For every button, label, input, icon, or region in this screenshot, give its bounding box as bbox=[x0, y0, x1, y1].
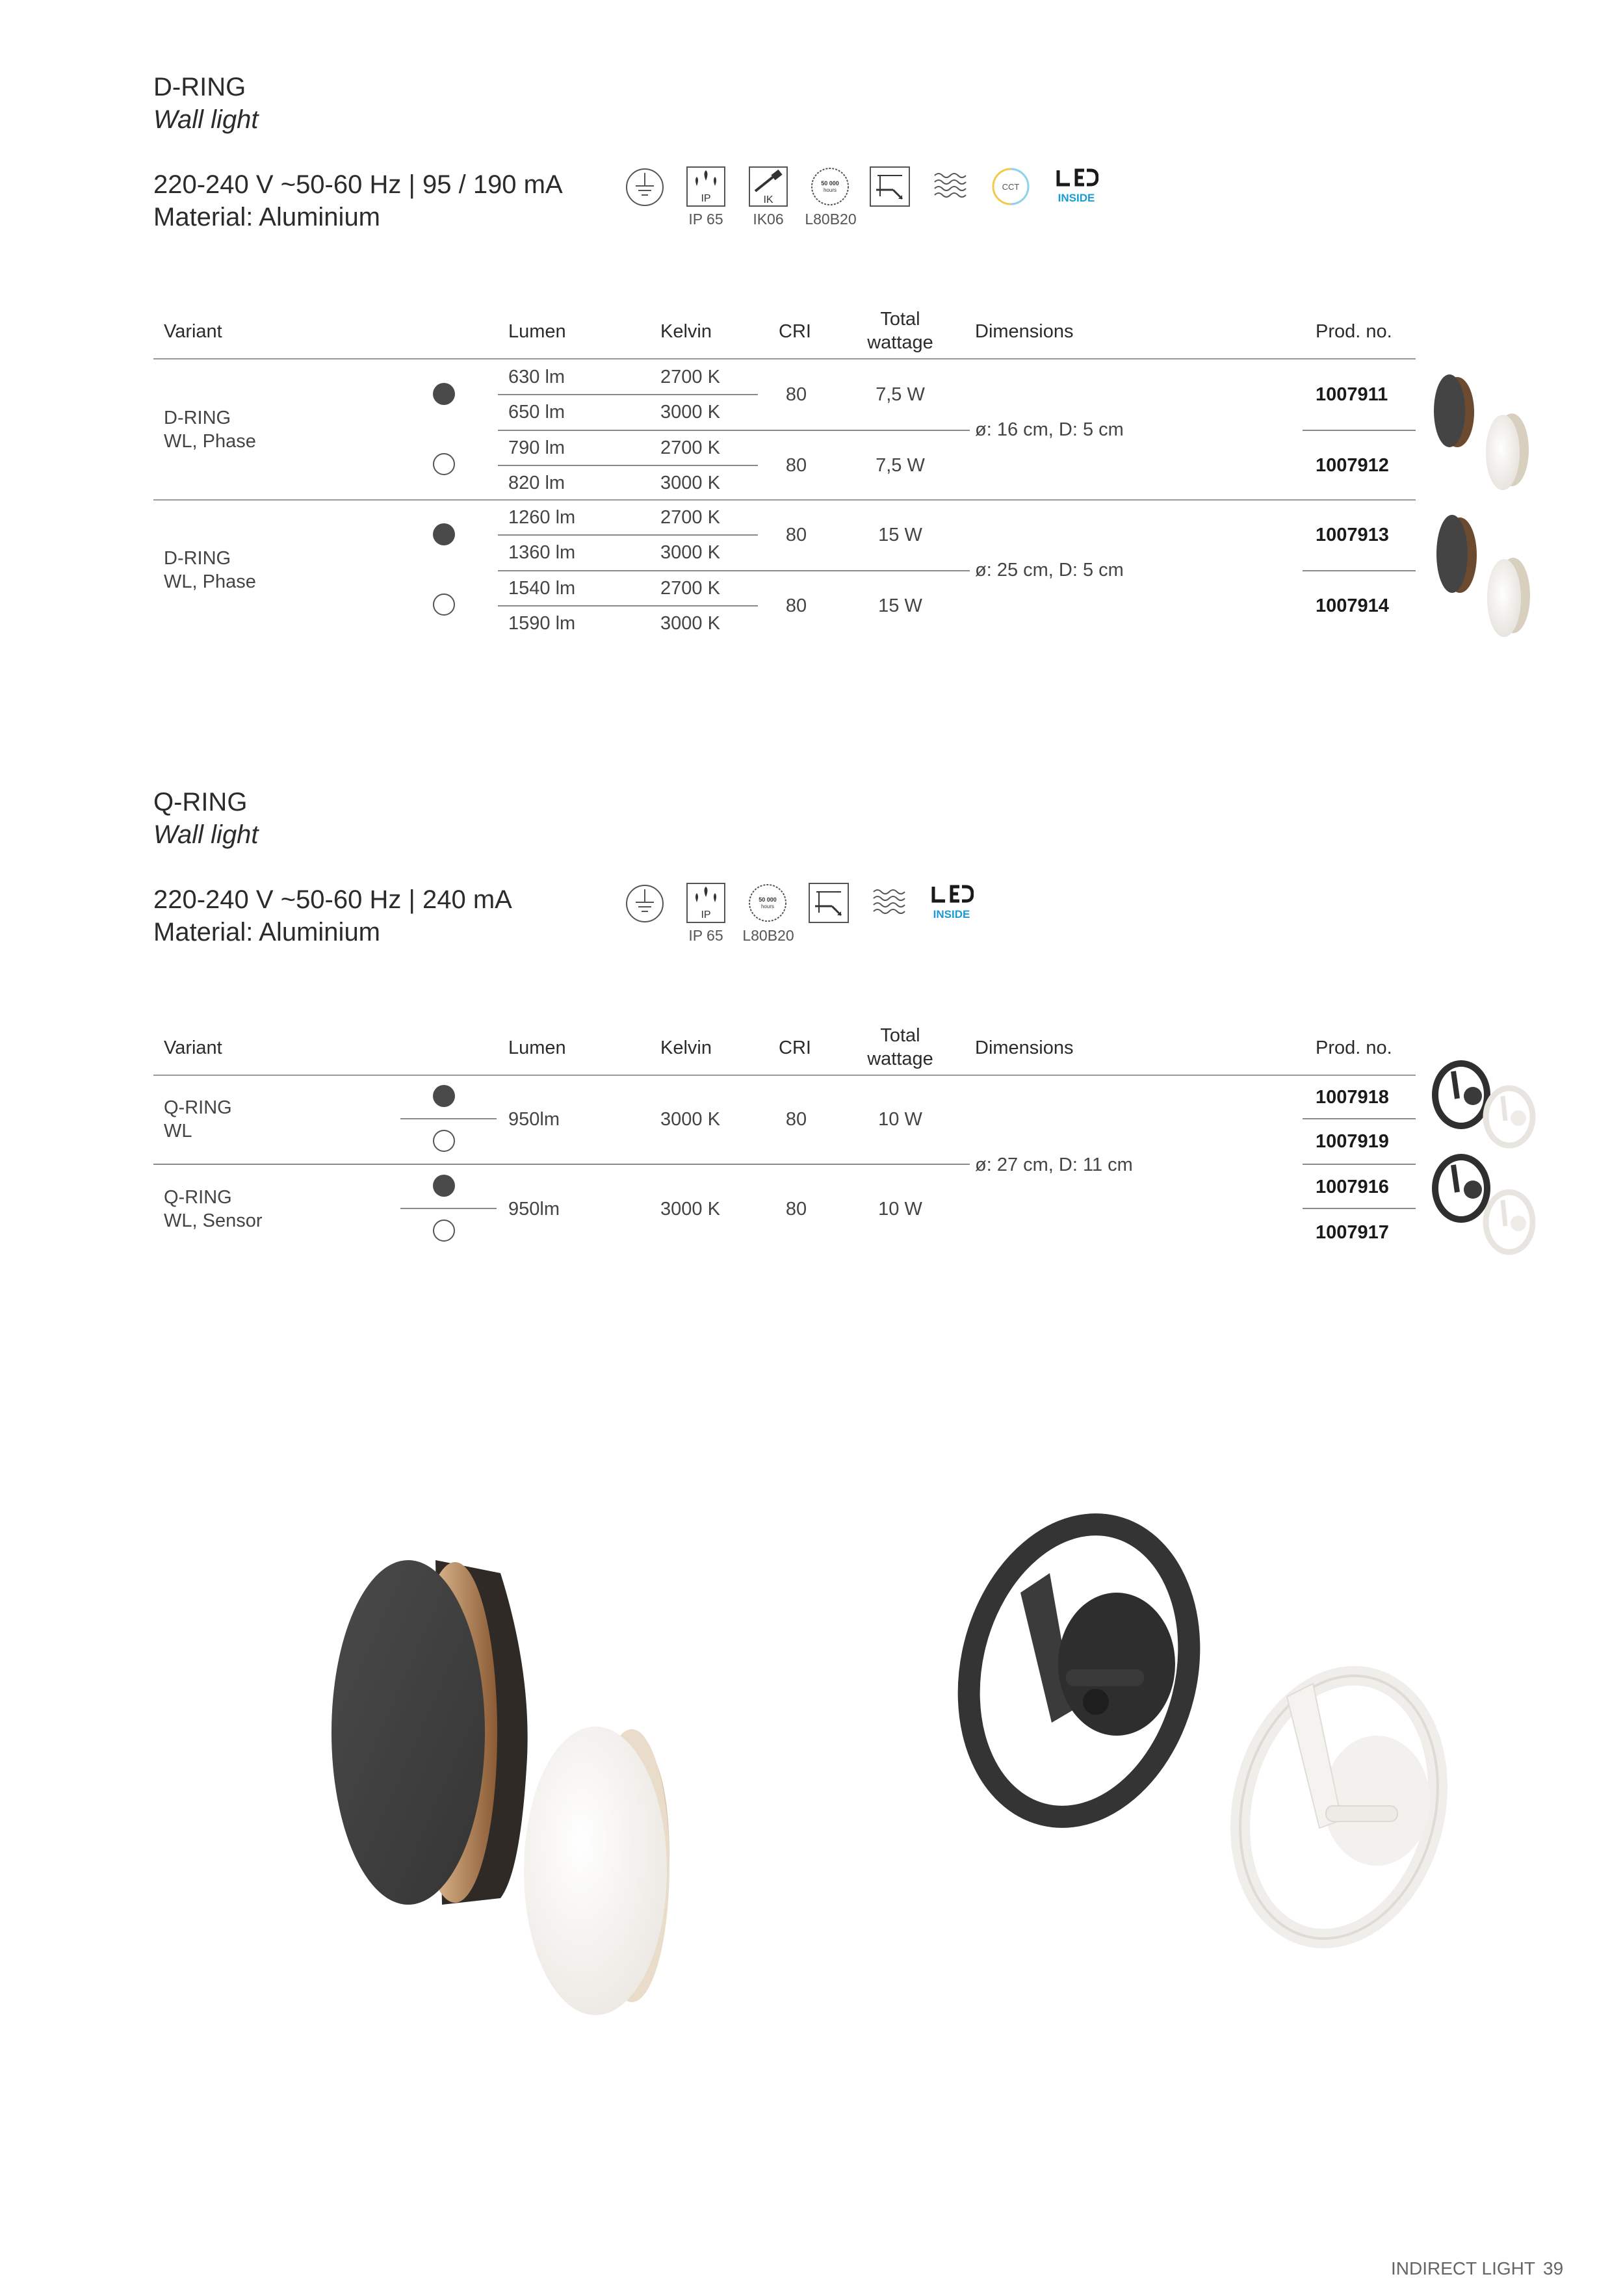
d-ring-title: D-RING bbox=[153, 73, 246, 101]
ip-icon bbox=[686, 166, 725, 210]
prod-no: 1007912 bbox=[1316, 455, 1389, 476]
variant-name: D-RING bbox=[164, 408, 231, 428]
kelvin-value: 2700 K bbox=[660, 437, 720, 458]
variant-type: WL, Phase bbox=[164, 431, 256, 452]
protection-class-icon bbox=[624, 883, 666, 928]
prod-no: 1007917 bbox=[1316, 1222, 1389, 1243]
col-header-variant: Variant bbox=[164, 1037, 222, 1058]
color-swatch-white bbox=[433, 453, 455, 475]
prod-no: 1007919 bbox=[1316, 1131, 1389, 1152]
col-header-cri: CRI bbox=[779, 1037, 811, 1058]
variant-name: Q-RING bbox=[164, 1187, 232, 1208]
lumen-value: 1360 lm bbox=[508, 542, 576, 563]
led-inside-icon bbox=[928, 883, 974, 926]
ip-label: IP 65 bbox=[688, 927, 723, 944]
col-header-prod-no: Prod. no. bbox=[1316, 321, 1392, 342]
color-swatch-dark bbox=[433, 383, 455, 405]
kelvin-value: 3000 K bbox=[660, 473, 720, 493]
col-header-kelvin: Kelvin bbox=[660, 1037, 712, 1058]
dimensions-value: ø: 25 cm, D: 5 cm bbox=[975, 560, 1124, 581]
wattage-value: 15 W bbox=[878, 595, 922, 616]
kelvin-value: 2700 K bbox=[660, 507, 720, 528]
wattage-value: 10 W bbox=[878, 1199, 922, 1220]
color-swatch-dark bbox=[433, 1085, 455, 1107]
ip-icon-text: IP bbox=[701, 193, 711, 204]
variant-type: WL, Phase bbox=[164, 571, 256, 592]
cri-value: 80 bbox=[785, 455, 807, 476]
row-rule bbox=[1303, 570, 1416, 571]
dimming-wave-icon bbox=[872, 887, 909, 919]
kelvin-value: 3000 K bbox=[660, 613, 720, 634]
d-ring-small-thumbnail bbox=[1423, 373, 1540, 500]
variant-type: WL bbox=[164, 1121, 192, 1141]
page-number: 39 bbox=[1543, 2258, 1564, 2278]
prod-no: 1007914 bbox=[1316, 595, 1389, 616]
ik-label: IK06 bbox=[753, 211, 784, 228]
sub-row-rule bbox=[498, 534, 758, 536]
dimming-wave-icon bbox=[933, 170, 970, 202]
lifetime-hours-icon bbox=[747, 883, 788, 926]
footer-section: INDIRECT LIGHT bbox=[1391, 2258, 1535, 2278]
cri-value: 80 bbox=[785, 1199, 807, 1220]
row-rule bbox=[1303, 1208, 1416, 1209]
prod-no: 1007913 bbox=[1316, 525, 1389, 545]
lumen-value: 1260 lm bbox=[508, 507, 576, 528]
color-swatch-white bbox=[433, 1220, 455, 1242]
kelvin-value: 3000 K bbox=[660, 402, 720, 423]
cri-value: 80 bbox=[785, 525, 807, 545]
q-ring-subtitle: Wall light bbox=[153, 820, 259, 849]
row-rule bbox=[153, 1164, 970, 1165]
lumen-value: 820 lm bbox=[508, 473, 565, 493]
prod-no: 1007916 bbox=[1316, 1177, 1389, 1197]
dimensions-value: ø: 27 cm, D: 11 cm bbox=[975, 1155, 1133, 1175]
q-ring-title: Q-RING bbox=[153, 788, 248, 816]
svg-text:50 000: 50 000 bbox=[821, 180, 839, 187]
d-ring-product-photo bbox=[305, 1534, 799, 2057]
sub-row-rule bbox=[498, 465, 758, 466]
lumen-value: 1590 lm bbox=[508, 613, 576, 634]
led-inside-text: INSIDE bbox=[933, 908, 970, 920]
variant-name: D-RING bbox=[164, 548, 231, 569]
col-header-dimensions: Dimensions bbox=[975, 321, 1074, 342]
wattage-value: 7,5 W bbox=[876, 455, 925, 476]
kelvin-value: 3000 K bbox=[660, 1199, 720, 1220]
cct-icon-text: CCT bbox=[1002, 182, 1020, 192]
col-header-dimensions: Dimensions bbox=[975, 1037, 1074, 1058]
sub-row-rule bbox=[400, 1118, 497, 1119]
lumen-value: 950lm bbox=[508, 1199, 560, 1220]
lumen-value: 950lm bbox=[508, 1109, 560, 1130]
col-header-cri: CRI bbox=[779, 321, 811, 342]
led-inside-icon bbox=[1053, 166, 1098, 210]
col-header-wattage-1: Total bbox=[880, 309, 920, 330]
lifetime-label: L80B20 bbox=[805, 211, 857, 228]
q-ring-spec-electrical: 220-240 V ~50-60 Hz | 240 mA bbox=[153, 885, 512, 914]
prod-no: 1007918 bbox=[1316, 1087, 1389, 1108]
lifetime-hours-icon bbox=[810, 166, 850, 210]
d-ring-spec-material: Material: Aluminium bbox=[153, 203, 381, 231]
cri-value: 80 bbox=[785, 384, 807, 405]
installation-icon bbox=[870, 166, 910, 210]
ik-icon-text: IK bbox=[763, 194, 773, 205]
d-ring-subtitle: Wall light bbox=[153, 105, 259, 134]
wattage-value: 10 W bbox=[878, 1109, 922, 1130]
prod-no: 1007911 bbox=[1316, 384, 1388, 405]
row-rule bbox=[498, 570, 970, 571]
kelvin-value: 2700 K bbox=[660, 578, 720, 599]
row-rule bbox=[498, 430, 970, 431]
wattage-value: 7,5 W bbox=[876, 384, 925, 405]
col-header-lumen: Lumen bbox=[508, 321, 566, 342]
col-header-wattage-1: Total bbox=[880, 1025, 920, 1046]
row-rule bbox=[1303, 1164, 1416, 1165]
q-ring-product-photo bbox=[936, 1495, 1495, 2031]
svg-text:50 000: 50 000 bbox=[759, 896, 777, 903]
lumen-value: 630 lm bbox=[508, 367, 565, 387]
lumen-value: 1540 lm bbox=[508, 578, 576, 599]
dimensions-value: ø: 16 cm, D: 5 cm bbox=[975, 419, 1124, 440]
color-swatch-dark bbox=[433, 523, 455, 545]
variant-name: Q-RING bbox=[164, 1097, 232, 1118]
svg-text:hours: hours bbox=[760, 904, 775, 909]
row-rule bbox=[1303, 1118, 1416, 1119]
kelvin-value: 2700 K bbox=[660, 367, 720, 387]
ip-icon bbox=[686, 883, 725, 926]
color-swatch-white bbox=[433, 1130, 455, 1152]
ik-icon bbox=[749, 166, 788, 210]
lumen-value: 790 lm bbox=[508, 437, 565, 458]
cri-value: 80 bbox=[785, 1109, 807, 1130]
d-ring-spec-electrical: 220-240 V ~50-60 Hz | 95 / 190 mA bbox=[153, 170, 563, 199]
sub-row-rule bbox=[498, 394, 758, 395]
kelvin-value: 3000 K bbox=[660, 1109, 720, 1130]
q-ring-spec-material: Material: Aluminium bbox=[153, 918, 381, 946]
row-rule bbox=[1303, 430, 1416, 431]
ip-label: IP 65 bbox=[688, 211, 723, 228]
lumen-value: 650 lm bbox=[508, 402, 565, 423]
svg-text:hours: hours bbox=[823, 187, 837, 193]
color-swatch-dark bbox=[433, 1175, 455, 1197]
installation-icon bbox=[809, 883, 849, 926]
q-ring-thumbnail bbox=[1427, 1060, 1544, 1154]
sub-row-rule bbox=[400, 1208, 497, 1209]
lifetime-label: L80B20 bbox=[742, 927, 794, 944]
col-header-wattage-2: wattage bbox=[867, 332, 933, 353]
col-header-prod-no: Prod. no. bbox=[1316, 1037, 1392, 1058]
kelvin-value: 3000 K bbox=[660, 542, 720, 563]
wattage-value: 15 W bbox=[878, 525, 922, 545]
q-ring-sensor-thumbnail bbox=[1427, 1151, 1544, 1271]
col-header-lumen: Lumen bbox=[508, 1037, 566, 1058]
color-swatch-white bbox=[433, 594, 455, 616]
ip-icon-text: IP bbox=[701, 909, 711, 920]
table-header-rule bbox=[153, 358, 1416, 359]
led-inside-text: INSIDE bbox=[1058, 192, 1095, 204]
variant-type: WL, Sensor bbox=[164, 1210, 263, 1231]
col-header-wattage-2: wattage bbox=[867, 1049, 933, 1069]
col-header-variant: Variant bbox=[164, 321, 222, 342]
protection-class-icon bbox=[624, 166, 666, 211]
sub-row-rule bbox=[498, 605, 758, 607]
d-ring-large-thumbnail bbox=[1423, 514, 1540, 647]
group-rule bbox=[153, 499, 1416, 501]
table-header-rule bbox=[153, 1075, 1416, 1076]
col-header-kelvin: Kelvin bbox=[660, 321, 712, 342]
cri-value: 80 bbox=[785, 595, 807, 616]
cct-icon bbox=[991, 166, 1031, 210]
